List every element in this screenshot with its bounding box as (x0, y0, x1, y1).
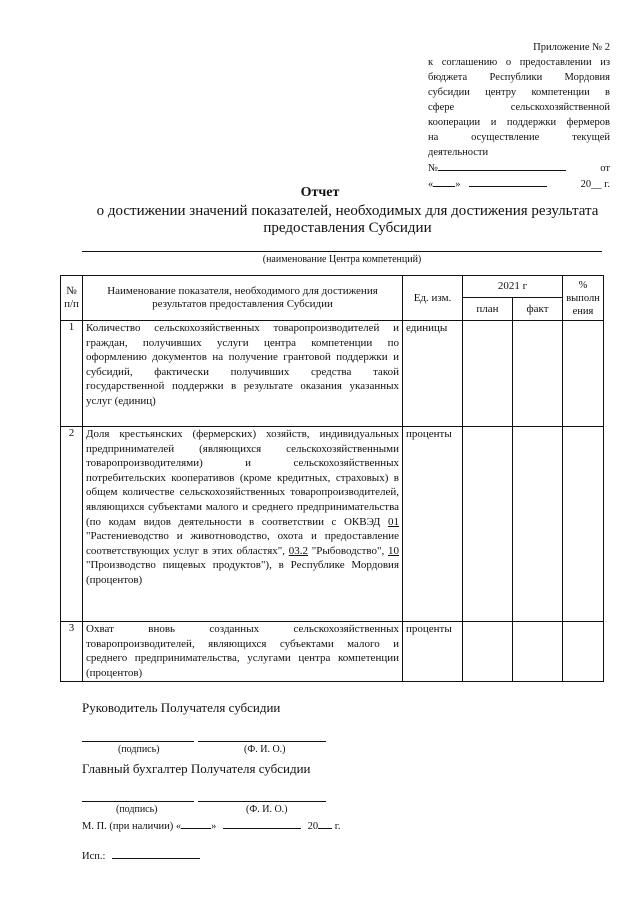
row-plan (463, 622, 513, 682)
stamp-year-blank (318, 818, 332, 829)
center-name-line (82, 251, 602, 252)
executor-row (82, 848, 200, 862)
header-plan: план (463, 298, 513, 321)
header-num: № п/п (61, 276, 83, 321)
appendix-title: Приложение № 2 (533, 42, 610, 53)
executor-label: Исп.: (82, 851, 106, 862)
row-fact (513, 427, 563, 622)
appendix-line: сфере сельскохозяйственной (428, 102, 610, 113)
row-unit: проценты (403, 427, 463, 622)
row-percent (563, 321, 604, 427)
center-name-caption: (наименование Центра компетенций) (262, 254, 422, 265)
accountant-signature-line (82, 801, 194, 802)
row-unit: проценты (403, 622, 463, 682)
table-row (61, 427, 604, 622)
row-plan (463, 427, 513, 622)
head-signature-caption: (подпись) (118, 744, 160, 755)
appendix-line: деятельности (428, 147, 489, 158)
date-year: 20__ г. (580, 179, 610, 190)
row-fact (513, 622, 563, 682)
appendix-line: на осуществление текущей (428, 132, 610, 143)
header-name: Наименование показателя, необходимого для достижения результатов предоставления Субсидии (83, 276, 403, 321)
accountant-signature-caption: (подпись) (116, 804, 158, 815)
appendix-line: кооперации и поддержки фермеров (428, 117, 610, 128)
head-fio-caption: (Ф. И. О.) (244, 744, 286, 755)
head-signature-line (82, 741, 194, 742)
table-row (61, 321, 604, 427)
appendix-block (428, 40, 610, 192)
row-number: 2 (61, 427, 83, 622)
table-row (61, 622, 604, 682)
appendix-line: субсидии центру компетенции в (428, 87, 610, 98)
executor-blank (112, 848, 200, 859)
accountant-fio-line (198, 801, 326, 802)
row-percent (563, 427, 604, 622)
document-title: Отчет (300, 185, 340, 200)
stamp-day-blank (181, 818, 211, 829)
row-percent (563, 622, 604, 682)
date-quote-open: « (428, 179, 434, 190)
row-indicator-name: Количество сельскохозяйственных товаропроизводителей и граждан, получивших услуги центра компетенции по оформлению документов на получение грантовой поддержки и субсидий, фактически получивших средства такой государственной поддержки в результате оказания указанных услуг (единиц) (83, 321, 403, 427)
appendix-line: к соглашению о предоставлении из (428, 57, 610, 68)
row-plan (463, 321, 513, 427)
header-percent: % выполнения (563, 276, 604, 321)
header-fact: факт (513, 298, 563, 321)
stamp-date-row: М. П. (при наличии) « » 20 г. (82, 818, 341, 832)
accountant-signature-label: Главный бухгалтер Получателя субсидии (82, 761, 311, 776)
accountant-fio-caption: (Ф. И. О.) (246, 804, 288, 815)
number-sign: № (428, 163, 439, 174)
okved-code-03-2: 03.2 (288, 544, 308, 557)
row-indicator-name: Охват вновь созданных сельскохозяйственных товаропроизводителей, являющихся субъектами малого и среднего предпринимательства, услугами центра компетенции (процентов) (83, 622, 403, 682)
row-indicator-name: Доля крестьянских (фермерских) хозяйств, индивидуальных предпринимателей (являющихся сельскохозяйственными товаропроизводителями) и сельскохозяйственных потребительских кооперативов (кроме кредитных, страховых) в общем количестве сельскохозяйственных товаропроизводителей, являющихся субъектами малого и среднего предпринимательства (по кодам видов деятельности в соответствии с ОКВЭД 01 "Растениеводство и животноводство, охота и предоставление соответствующих услуг в этих областях", 03.2 "Рыбоводство", 10 "Производство пищевых продуктов"), в Республике Мордовия (процентов) (83, 427, 403, 622)
row-number: 1 (61, 321, 83, 427)
appendix-line: бюджета Республики Мордовия (428, 72, 610, 83)
document-subtitle: о достижении значений показателей, необходимых для достижения результата предоставления Субсидии (96, 203, 599, 236)
okved-code-01: 01 (388, 515, 399, 528)
header-unit: Ед. изм. (403, 276, 463, 321)
head-fio-line (198, 741, 326, 742)
date-quote-close: » (455, 179, 461, 190)
row-unit: единицы (403, 321, 463, 427)
report-table (60, 275, 604, 682)
head-signature-label: Руководитель Получателя субсидии (82, 700, 281, 715)
row-fact (513, 321, 563, 427)
appendix-number-row (428, 160, 610, 176)
row-number: 3 (61, 622, 83, 682)
stamp-month-blank (223, 818, 301, 829)
okved-code-10: 10 (388, 544, 399, 557)
date-from-label: от (600, 163, 610, 174)
header-year: 2021 г (463, 276, 563, 298)
stamp-label: М. П. (при наличии) (82, 821, 174, 832)
number-blank (438, 160, 566, 171)
